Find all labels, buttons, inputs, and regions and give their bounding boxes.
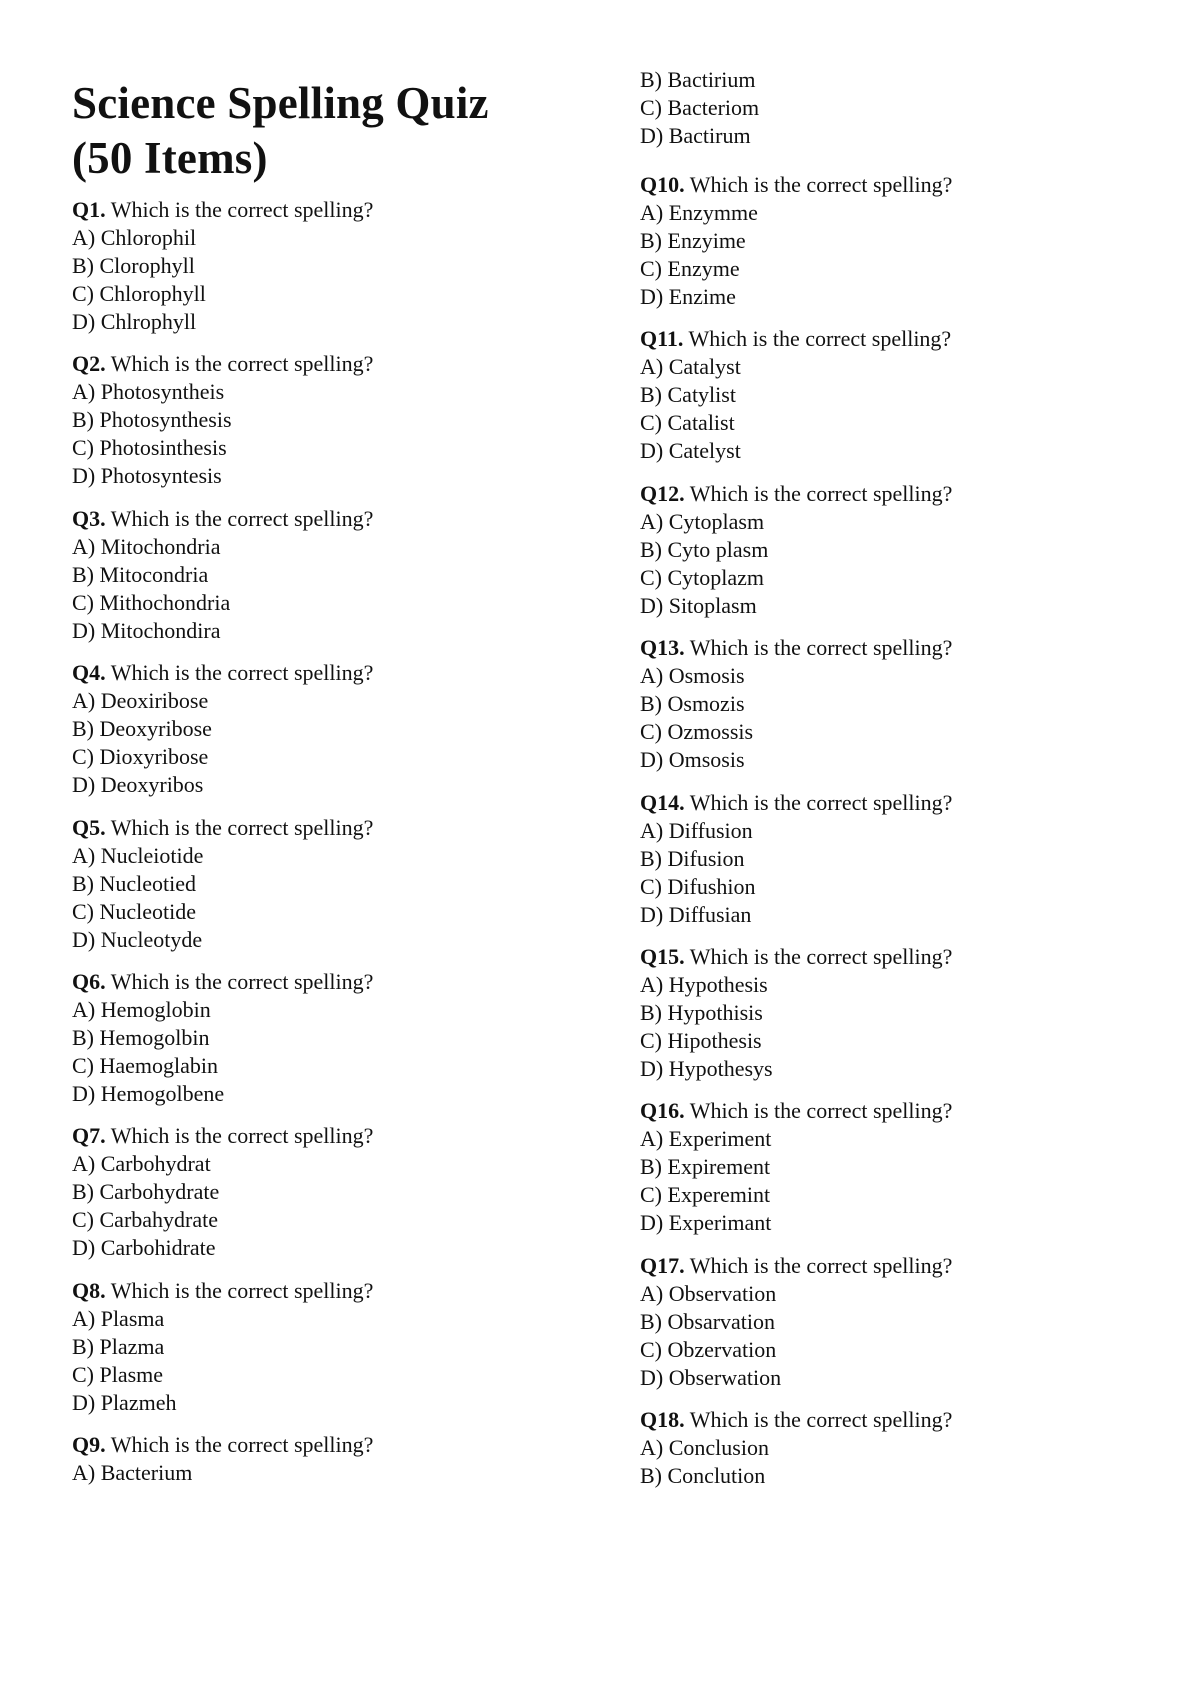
answer-option: B) Carbohydrate (72, 1179, 220, 1205)
answer-option: B) Deoxyribose (72, 716, 212, 742)
answer-option: A) Hypothesis (640, 972, 768, 997)
question-block (640, 634, 1160, 774)
answer-option: C) Mithochondria (72, 589, 231, 615)
question-line (640, 171, 1160, 199)
answer-option: D) Nucleotyde (72, 926, 203, 952)
question-block (640, 789, 1160, 929)
question-prompt: Which is the correct spelling? (110, 351, 374, 377)
answer-option: A) Cytoplasm (640, 508, 765, 534)
question-line (640, 1406, 1160, 1434)
question-block (72, 659, 592, 799)
answer-option: D) Obserwation (640, 1364, 782, 1390)
question-prompt: Which is the correct spelling? (110, 660, 374, 686)
question-block (640, 325, 1160, 465)
page-title (72, 76, 489, 186)
question-prompt: Which is the correct spelling? (689, 1252, 953, 1278)
question-number: Q10. (640, 172, 685, 197)
question-number: Q11. (640, 326, 684, 352)
question-line (72, 968, 592, 996)
answer-option: A) Enzymme (640, 200, 758, 225)
question-block (72, 1277, 592, 1417)
title-line-1: Science Spelling Quiz (72, 78, 489, 128)
answer-option: C) Cytoplazm (640, 564, 765, 590)
question-line (640, 634, 1160, 662)
answer-option: B) Hemogolbin (72, 1025, 210, 1050)
answer-option: A) Observation (640, 1280, 777, 1306)
answer-option: D) Plazmeh (72, 1389, 177, 1415)
answer-option: B) Osmozis (640, 691, 745, 717)
answer-option: B) Enzyime (640, 228, 746, 253)
question-block (72, 350, 592, 490)
answer-option: C) Haemoglabin (72, 1053, 219, 1078)
question-prompt: Which is the correct spelling? (689, 172, 953, 197)
answer-option: D) Deoxyribos (72, 772, 204, 798)
question-block (640, 943, 1160, 1083)
answer-option: C) Difushion (640, 873, 756, 899)
answer-option: D) Photosyntesis (72, 463, 222, 489)
question-prompt: Which is the correct spelling? (110, 197, 374, 222)
answer-option: D) Bactirum (640, 123, 751, 148)
question-prompt: Which is the correct spelling? (689, 635, 953, 661)
question-block (72, 968, 592, 1108)
question-block (640, 480, 1160, 620)
question-number: Q2. (72, 351, 106, 377)
answer-option: C) Enzyme (640, 256, 740, 281)
answer-option: C) Ozmossis (640, 719, 754, 745)
question-number: Q9. (72, 1432, 106, 1458)
question-line (72, 1277, 592, 1305)
answer-option: D) Experimant (640, 1210, 772, 1236)
answer-option: A) Mitochondria (72, 533, 221, 559)
answer-option: D) Chlrophyll (72, 309, 197, 334)
answer-option: B) Conclution (640, 1463, 766, 1489)
answer-option: C) Hipothesis (640, 1028, 762, 1053)
answer-option: B) Photosynthesis (72, 407, 232, 433)
question-block (72, 814, 592, 954)
answer-option: A) Photosyntheis (72, 379, 225, 405)
answer-option: C) Photosinthesis (72, 435, 227, 461)
answer-option: A) Hemoglobin (72, 997, 211, 1022)
answer-option: D) Mitochondira (72, 617, 221, 643)
question-block (72, 505, 592, 645)
question-number: Q15. (640, 944, 685, 969)
question-number: Q13. (640, 635, 685, 661)
question-line (640, 943, 1160, 971)
answer-option: B) Nucleotied (72, 870, 197, 896)
answer-option: B) Catylist (640, 382, 736, 408)
answer-option: D) Sitoplasm (640, 592, 757, 618)
answer-option: A) Plasma (72, 1305, 165, 1331)
answer-option: B) Obsarvation (640, 1308, 776, 1334)
question-line (72, 350, 592, 378)
answer-option: B) Plazma (72, 1333, 165, 1359)
answer-option: B) Clorophyll (72, 253, 195, 278)
question-number: Q18. (640, 1407, 685, 1433)
question-number: Q7. (72, 1123, 106, 1149)
question-block (640, 1097, 1160, 1237)
answer-option: A) Bacterium (72, 1460, 193, 1486)
question-prompt: Which is the correct spelling? (110, 1123, 374, 1149)
question-line (640, 480, 1160, 508)
question-continuation (640, 66, 1160, 150)
question-line (640, 1252, 1160, 1280)
question-line (72, 1122, 592, 1150)
question-number: Q16. (640, 1098, 685, 1124)
answer-option: B) Expirement (640, 1154, 771, 1180)
answer-option: A) Catalyst (640, 354, 741, 380)
answer-option: D) Catelyst (640, 438, 741, 464)
answer-option: D) Omsosis (640, 747, 745, 773)
question-prompt: Which is the correct spelling? (110, 814, 374, 840)
question-line (72, 814, 592, 842)
answer-option: B) Bactirium (640, 67, 756, 92)
answer-option: C) Carbahydrate (72, 1207, 218, 1233)
question-number: Q12. (640, 480, 685, 506)
question-prompt: Which is the correct spelling? (110, 1277, 374, 1303)
answer-option: A) Chlorophil (72, 225, 197, 250)
question-number: Q3. (72, 505, 106, 531)
question-number: Q6. (72, 969, 106, 994)
answer-option: C) Plasme (72, 1361, 164, 1387)
answer-option: A) Osmosis (640, 663, 745, 689)
answer-option: C) Bacteriom (640, 95, 760, 120)
answer-option: D) Hypothesys (640, 1056, 773, 1081)
question-number: Q8. (72, 1277, 106, 1303)
question-number: Q4. (72, 660, 106, 686)
answer-option: C) Chlorophyll (72, 281, 206, 306)
answer-option: A) Carbohydrat (72, 1151, 211, 1177)
question-block (72, 1431, 592, 1487)
question-number: Q5. (72, 814, 106, 840)
answer-option: B) Mitocondria (72, 561, 209, 587)
answer-option: B) Difusion (640, 845, 745, 871)
answer-option: A) Deoxiribose (72, 688, 209, 714)
answer-option: A) Conclusion (640, 1435, 769, 1461)
question-number: Q17. (640, 1252, 685, 1278)
answer-option: C) Experemint (640, 1182, 771, 1208)
question-block (640, 171, 1160, 311)
answer-option: A) Diffusion (640, 817, 753, 843)
question-prompt: Which is the correct spelling? (688, 326, 952, 352)
answer-option: A) Experiment (640, 1126, 772, 1152)
title-line-2: (50 Items) (72, 133, 268, 183)
question-block (72, 196, 592, 336)
question-line (72, 659, 592, 687)
answer-option: C) Dioxyribose (72, 744, 209, 770)
question-line (640, 1097, 1160, 1125)
question-line (72, 1431, 592, 1459)
answer-option: C) Nucleotide (72, 898, 197, 924)
question-block (640, 1252, 1160, 1392)
question-line (640, 325, 1160, 353)
answer-option: C) Catalist (640, 410, 735, 436)
question-line (72, 196, 592, 224)
answer-option: B) Cyto plasm (640, 536, 769, 562)
answer-option: C) Obzervation (640, 1336, 777, 1362)
answer-option: A) Nucleiotide (72, 842, 204, 868)
question-number: Q1. (72, 197, 106, 222)
question-prompt: Which is the correct spelling? (689, 480, 953, 506)
answer-option: B) Hypothisis (640, 1000, 763, 1025)
question-line (640, 789, 1160, 817)
question-block (72, 1122, 592, 1262)
question-prompt: Which is the correct spelling? (689, 1098, 953, 1124)
answer-option: D) Carbohidrate (72, 1235, 216, 1261)
question-prompt: Which is the correct spelling? (689, 944, 953, 969)
answer-option: D) Hemogolbene (72, 1081, 225, 1106)
answer-option: D) Enzime (640, 284, 736, 309)
question-prompt: Which is the correct spelling? (689, 789, 953, 815)
question-prompt: Which is the correct spelling? (110, 969, 374, 994)
question-line (72, 505, 592, 533)
question-prompt: Which is the correct spelling? (110, 505, 374, 531)
question-prompt: Which is the correct spelling? (689, 1407, 953, 1433)
answer-option: D) Diffusian (640, 901, 752, 927)
question-prompt: Which is the correct spelling? (110, 1432, 374, 1458)
question-block (640, 1406, 1160, 1490)
question-number: Q14. (640, 789, 685, 815)
